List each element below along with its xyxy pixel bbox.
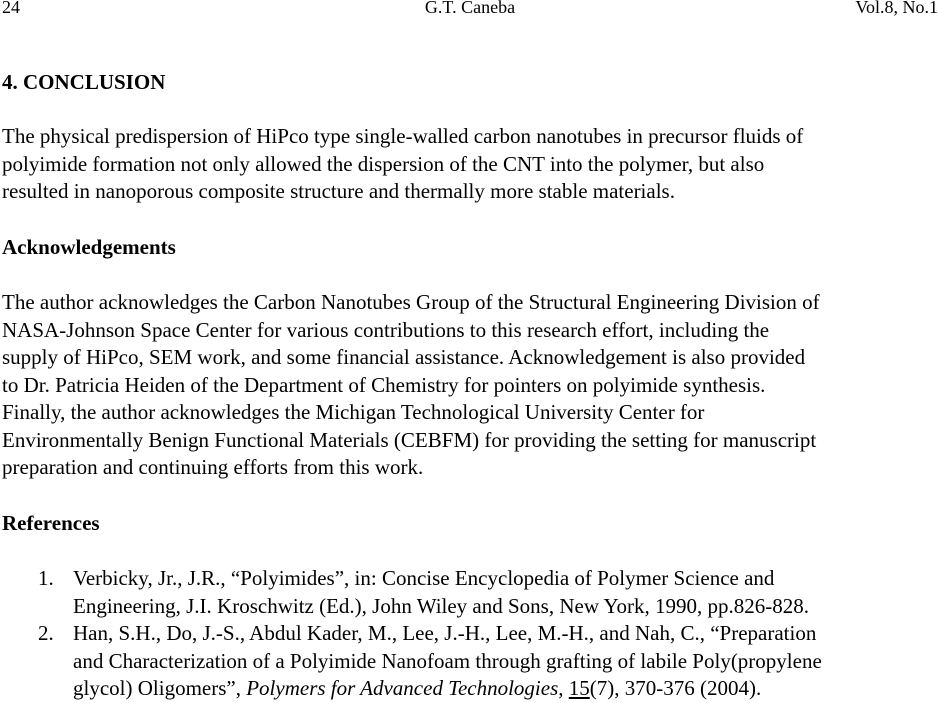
reference-line: Verbicky, Jr., J.R., “Polyimides”, in: Concise Encyclopedia of Polymer Science and [73,566,775,590]
references-list [0,565,822,703]
page-number: 24 [2,0,20,17]
acknowledgements-line: Finally, the author acknowledges the Michigan Technological University Center for [2,400,705,424]
acknowledgements-line: supply of HiPco, SEM work, and some financial assistance. Acknowledgement is also provided [2,345,806,369]
acknowledgements-line: NASA-Johnson Space Center for various contributions to this research effort, including the [2,317,770,342]
running-header [2,0,938,20]
acknowledgements-line: preparation and continuing efforts from this work. [2,455,424,479]
acknowledgements-line: to Dr. Patricia Heiden of the Department of Chemistry for pointers on polyimide synthesis. [2,372,766,397]
acknowledgements-line: The author acknowledges the Carbon Nanotubes Group of the Structural Engineering Division of [2,290,820,314]
reference-line: Engineering, J.I. Kroschwitz (Ed.), John Wiley and Sons, New York, 1990, pp.826-828. [73,593,810,618]
reference-line: and Characterization of a Polyimide Nanofoam through grafting of labile Poly(propylene [73,648,822,673]
journal-title: Polymers for Advanced Technologies [246,676,559,700]
journal-volume: 15 [568,676,590,700]
acknowledgements-line: Environmentally Benign Functional Materials (CEBFM) for providing the setting for manuscript [2,427,817,452]
conclusion-line: resulted in nanoporous composite structure and thermally more stable materials. [2,179,675,203]
conclusion-line: polyimide formation not only allowed the dispersion of the CNT into the polymer, but also [2,151,765,176]
reference-text: (7), 370-376 (2004). [589,676,762,700]
reference-line: Han, S.H., Do, J.-S., Abdul Kader, M., Lee, J.-H., Lee, M.-H., and Nah, C., “Preparation [73,621,817,645]
reference-item [0,620,822,703]
reference-item [0,565,822,620]
conclusion-paragraph [2,123,938,206]
acknowledgements-heading: Acknowledgements [2,235,176,259]
reference-separator: , [558,676,569,700]
reference-line [73,675,822,703]
conclusion-line: The physical predispersion of HiPco type single-walled carbon nanotubes in precursor fluids of [2,124,804,148]
header-author: G.T. Caneba [424,0,516,17]
references-heading: References [2,511,100,535]
reference-number: 1. [38,566,54,590]
conclusion-heading: 4. CONCLUSION [2,70,166,94]
reference-number: 2. [38,621,54,645]
reference-text: glycol) Oligomers”, [73,676,247,700]
header-volume: Vol.8, No.1 [855,0,938,17]
acknowledgements-paragraph [2,289,938,482]
